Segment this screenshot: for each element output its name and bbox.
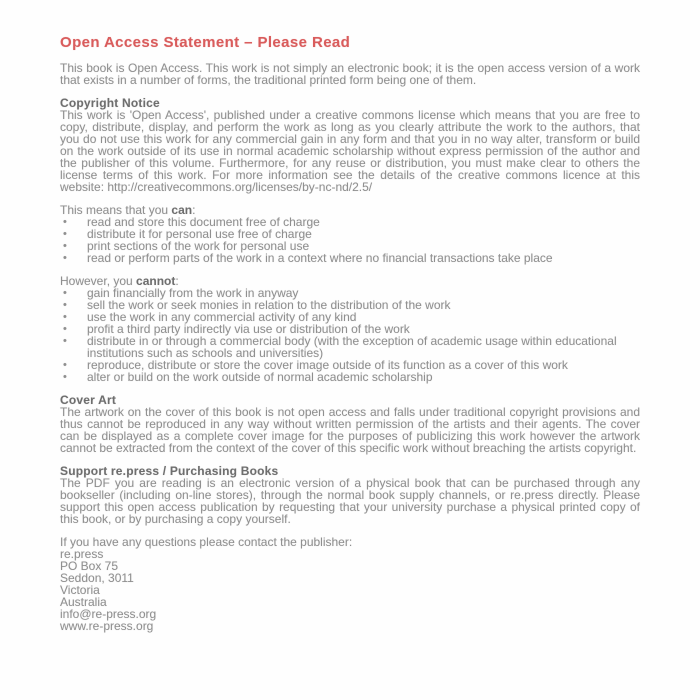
list-item-text: sell the work or seek monies in relation to the distribution of the work	[87, 298, 451, 312]
support-paragraph: The PDF you are reading is an electronic version of a physical book that can be purchased through any bookseller (including on-line stores), through the normal book supply channels, or re.press directly. Please support this open access publication by requesting that your university purchase a physical printed copy of this book, or by purchasing a copy yourself.	[60, 476, 640, 526]
bullet-icon: •	[63, 371, 67, 383]
publisher-po-box: PO Box 75	[60, 559, 119, 573]
list-item	[60, 371, 640, 383]
creative-commons-link[interactable]: http://creativecommons.org/licenses/by-nc-nd/2.5/	[107, 180, 373, 194]
bullet-icon: •	[63, 299, 67, 311]
list-item-text: reproduce, distribute or store the cover image outside of its function as a cover of this work	[87, 358, 568, 372]
list-item-text: use the work in any commercial activity of any kind	[87, 310, 357, 324]
list-item-text: read and store this document free of charge	[87, 215, 320, 229]
can-intro-suffix: :	[192, 203, 196, 217]
list-item-text: distribute it for personal use free of charge	[87, 227, 312, 241]
can-list	[60, 216, 640, 264]
list-item-text: profit a third party indirectly via use or distribution of the work	[87, 322, 410, 336]
bullet-icon: •	[63, 228, 67, 240]
can-intro-bold: can	[171, 203, 193, 217]
support-section	[60, 465, 640, 525]
permissions-can-section	[60, 204, 640, 264]
list-item-text: distribute in or through a commercial body (with the exception of academic usage within educational institutions such as schools and universities)	[87, 334, 617, 360]
intro-paragraph: This book is Open Access. This work is not simply an electronic book; it is the open access version of a work that exists in a number of forms, the traditional printed form being one of them.	[60, 61, 640, 87]
list-item-text: print sections of the work for personal use	[87, 239, 310, 253]
bullet-icon: •	[63, 335, 67, 347]
list-item	[60, 252, 640, 264]
cannot-intro-prefix: However, you	[60, 274, 137, 288]
cover-art-section	[60, 394, 640, 454]
cannot-intro-bold: cannot	[136, 274, 176, 288]
publisher-country: Australia	[60, 595, 107, 609]
publisher-website[interactable]: www.re-press.org	[60, 619, 154, 633]
bullet-icon: •	[63, 287, 67, 299]
can-intro-prefix: This means that you	[60, 203, 172, 217]
contact-intro: If you have any questions please contact the publisher:	[60, 535, 353, 549]
copyright-paragraph	[60, 109, 640, 193]
cover-art-paragraph: The artwork on the cover of this book is not open access and falls under traditional copyright provisions and thus cannot be reproduced in any way without written permission of the artists and their agents. The cover can be displayed as a complete cover image for the purposes of publicizing this work however the artwork cannot be extracted from the context of the cover of this specific work without breaching the artists copyright.	[60, 405, 640, 455]
cannot-list	[60, 287, 640, 383]
support-heading: Support re.press / Purchasing Books	[60, 464, 279, 478]
bullet-icon: •	[63, 240, 67, 252]
publisher-email[interactable]: info@re-press.org	[60, 607, 157, 621]
bullet-icon: •	[63, 216, 67, 228]
cannot-intro-suffix: :	[175, 274, 179, 288]
publisher-suburb-postcode: Seddon, 3011	[60, 571, 134, 585]
copyright-text: This work is 'Open Access', published under a creative commons license which means that you are free to copy, distribute, display, and perform the work as long as you clearly attribute the work to the authors, that you do not use this work for any commercial gain in any form and that you in no way alter, transform or build on the work outside of its use in normal academic scholarship without express permission of the author and the publisher of this volume. Furthermore, for any reuse or distribution, you must make clear to others the license terms of this work. For more information see the details of the creative commons licence at this website:	[60, 108, 640, 194]
bullet-icon: •	[63, 311, 67, 323]
list-item-text: alter or build on the work outside of normal academic scholarship	[87, 370, 433, 384]
publisher-state: Victoria	[60, 583, 100, 597]
list-item-text: read or perform parts of the work in a context where no financial transactions take place	[87, 251, 553, 265]
publisher-contact-block	[60, 536, 640, 632]
permissions-cannot-section	[60, 275, 640, 383]
bullet-icon: •	[63, 323, 67, 335]
copyright-section	[60, 97, 640, 193]
cover-art-heading: Cover Art	[60, 393, 117, 407]
bullet-icon: •	[63, 359, 67, 371]
list-item-text: gain financially from the work in anyway	[87, 286, 299, 300]
publisher-name: re.press	[60, 547, 104, 561]
copyright-heading: Copyright Notice	[60, 96, 160, 110]
page-title: Open Access Statement – Please Read	[60, 34, 351, 51]
list-item	[60, 335, 640, 359]
bullet-icon: •	[63, 252, 67, 264]
